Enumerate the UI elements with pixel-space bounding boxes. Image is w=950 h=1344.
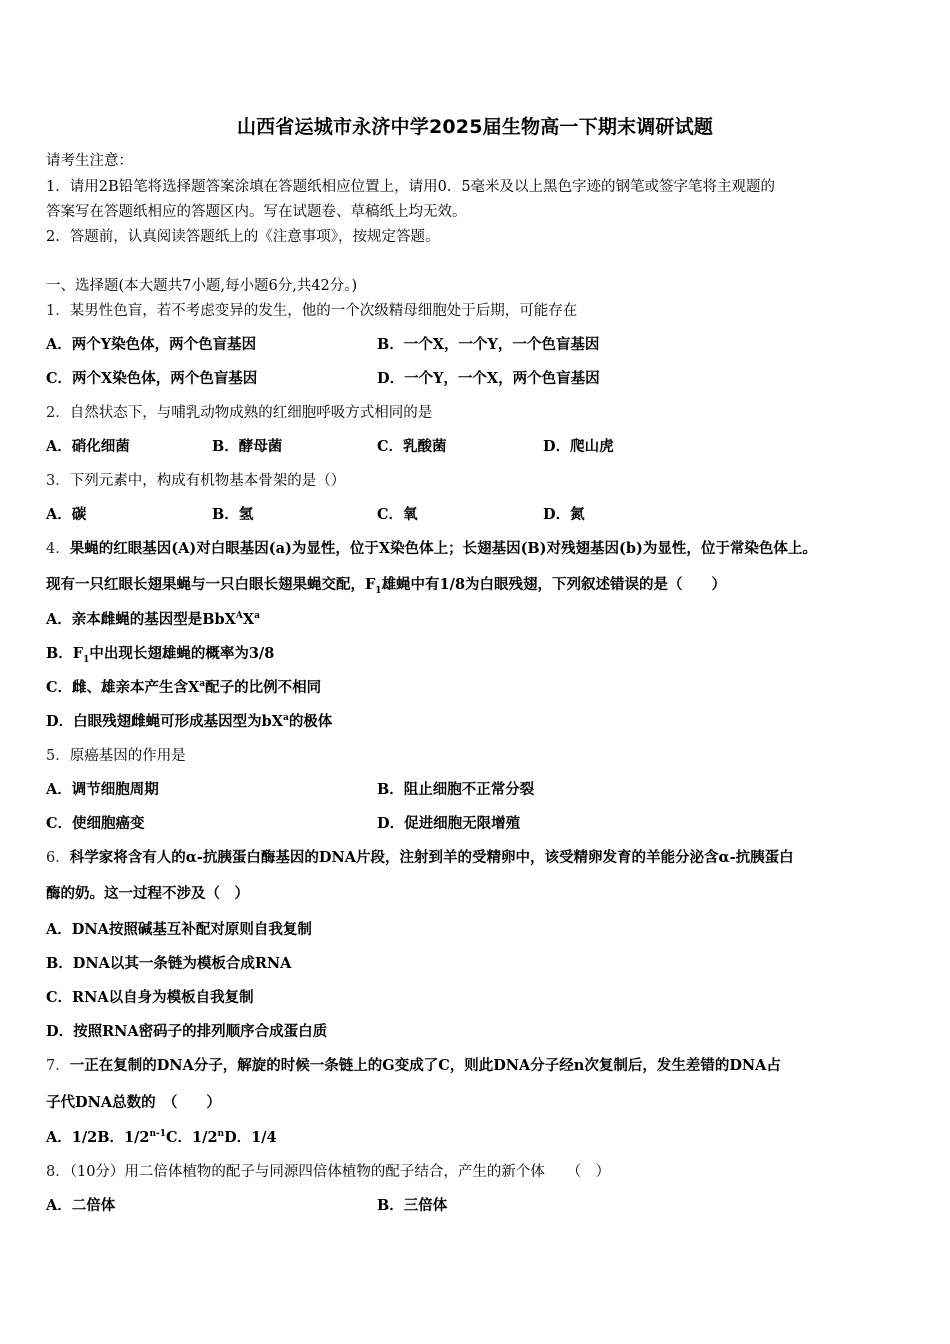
question-5-option-b[interactable]: B．阻止细胞不正常分裂 [377, 781, 535, 798]
question-2-option-c[interactable]: C．乳酸菌 [377, 438, 447, 455]
notice-line-3: 2．答题前，认真阅读答题纸上的《注意事项》，按规定答题。 [46, 229, 440, 245]
question-1-stem: 1．某男性色盲，若不考虑变异的发生，他的一个次级精母细胞处于后期，可能存在 [46, 303, 578, 319]
question-1-option-d[interactable]: D．一个Y，一个X，两个色盲基因 [377, 370, 600, 387]
question-5-option-a[interactable]: A．调节细胞周期 [46, 781, 159, 798]
question-6-option-c[interactable]: C．RNA以自身为模板自我复制 [46, 989, 254, 1006]
question-2-option-d[interactable]: D．爬山虎 [543, 438, 614, 455]
question-7-options[interactable]: A．1/2B．1/2$^{n-1}$C．1/2$^n$D．1/4 [46, 1129, 277, 1146]
question-3-stem: 3．下列元素中，构成有机物基本骨架的是（） [46, 473, 346, 489]
question-6-option-a[interactable]: A．DNA按照碱基互补配对原则自我复制 [46, 921, 312, 938]
question-1-option-b[interactable]: B．一个X，一个Y，一个色盲基因 [377, 336, 600, 353]
question-5-option-c[interactable]: C．使细胞癌变 [46, 815, 145, 832]
question-8-option-a[interactable]: A．二倍体 [46, 1197, 116, 1214]
question-1-option-a[interactable]: A．两个Y染色体，两个色盲基因 [46, 336, 257, 353]
question-4-option-d[interactable]: D．白眼残翅雌蝇可形成基因型为$bX^a$的极体 [46, 713, 333, 730]
page-title: 山西省运城市永济中学2025届生物高一下期末调研试题 [236, 116, 714, 138]
question-4-option-a[interactable]: A．亲本雌蝇的基因型是$BbX^AX^a$ [46, 611, 260, 628]
question-8-stem: 8．（10分）用二倍体植物的配子与同源四倍体植物的配子结合，产生的新个体 （ ） [46, 1164, 611, 1180]
question-4-option-b[interactable]: B．$F_1$中出现长翅雄蝇的概率为3/8 [46, 645, 275, 665]
question-3-option-a[interactable]: A．碳 [46, 506, 87, 523]
question-2-option-b[interactable]: B．酵母菌 [212, 438, 283, 455]
question-2-option-a[interactable]: A．硝化细菌 [46, 438, 130, 455]
question-6-option-b[interactable]: B．DNA以其一条链为模板合成RNA [46, 955, 292, 972]
question-3-option-c[interactable]: C．氧 [377, 506, 418, 523]
question-3-option-d[interactable]: D．氮 [543, 506, 585, 523]
notice-line-2: 答案写在答题纸相应的答题区内。写在试题卷、草稿纸上均无效。 [46, 204, 467, 220]
question-4-stem-line-2: 现有一只红眼长翅果蝇与一只白眼长翅果蝇交配，$F_1$雄蝇中有1/8为白眼残翅，下列叙述错误的是（ ） [46, 576, 727, 596]
question-4-option-c[interactable]: C．雌、雄亲本产生含$X^a$配子的比例不相同 [46, 679, 322, 696]
question-6-stem-line-2: 酶的奶。这一过程不涉及（ ） [46, 885, 249, 902]
question-7-stem-line-1: 7．一正在复制的DNA分子，解旋的时候一条链上的G变成了C，则此DNA分子经n次复制后，发生差错的DNA占 [46, 1057, 781, 1074]
question-7-stem-line-2: 子代DNA总数的 （ ） [46, 1094, 221, 1111]
question-5-stem: 5．原癌基因的作用是 [46, 748, 186, 764]
question-8-option-b[interactable]: B．三倍体 [377, 1197, 448, 1214]
notice-line-1: 1．请用2B铅笔将选择题答案涂填在答题纸相应位置上，请用0．5毫米及以上黑色字迹的钢笔或签字笔将主观题的 [46, 179, 776, 195]
notice-heading: 请考生注意： [46, 153, 133, 169]
question-4-stem-line-1: 4．果蝇的红眼基因(A)对白眼基因(a)为显性，位于X染色体上；长翅基因(B)对残翅基因(b)为显性，位于常染色体上。 [46, 540, 817, 557]
question-5-option-d[interactable]: D．促进细胞无限增殖 [377, 815, 521, 832]
question-1-option-c[interactable]: C．两个X染色体，两个色盲基因 [46, 370, 258, 387]
section-heading: 一、选择题(本大题共7小题,每小题6分,共42分。) [46, 278, 358, 294]
question-2-stem: 2．自然状态下，与哺乳动物成熟的红细胞呼吸方式相同的是 [46, 405, 433, 421]
question-6-stem-line-1: 6．科学家将含有人的α-抗胰蛋白酶基因的DNA片段，注射到羊的受精卵中，该受精卵发育的羊能分泌含α-抗胰蛋白 [46, 849, 794, 866]
question-6-option-d[interactable]: D．按照RNA密码子的排列顺序合成蛋白质 [46, 1023, 328, 1040]
question-3-option-b[interactable]: B．氢 [212, 506, 254, 523]
